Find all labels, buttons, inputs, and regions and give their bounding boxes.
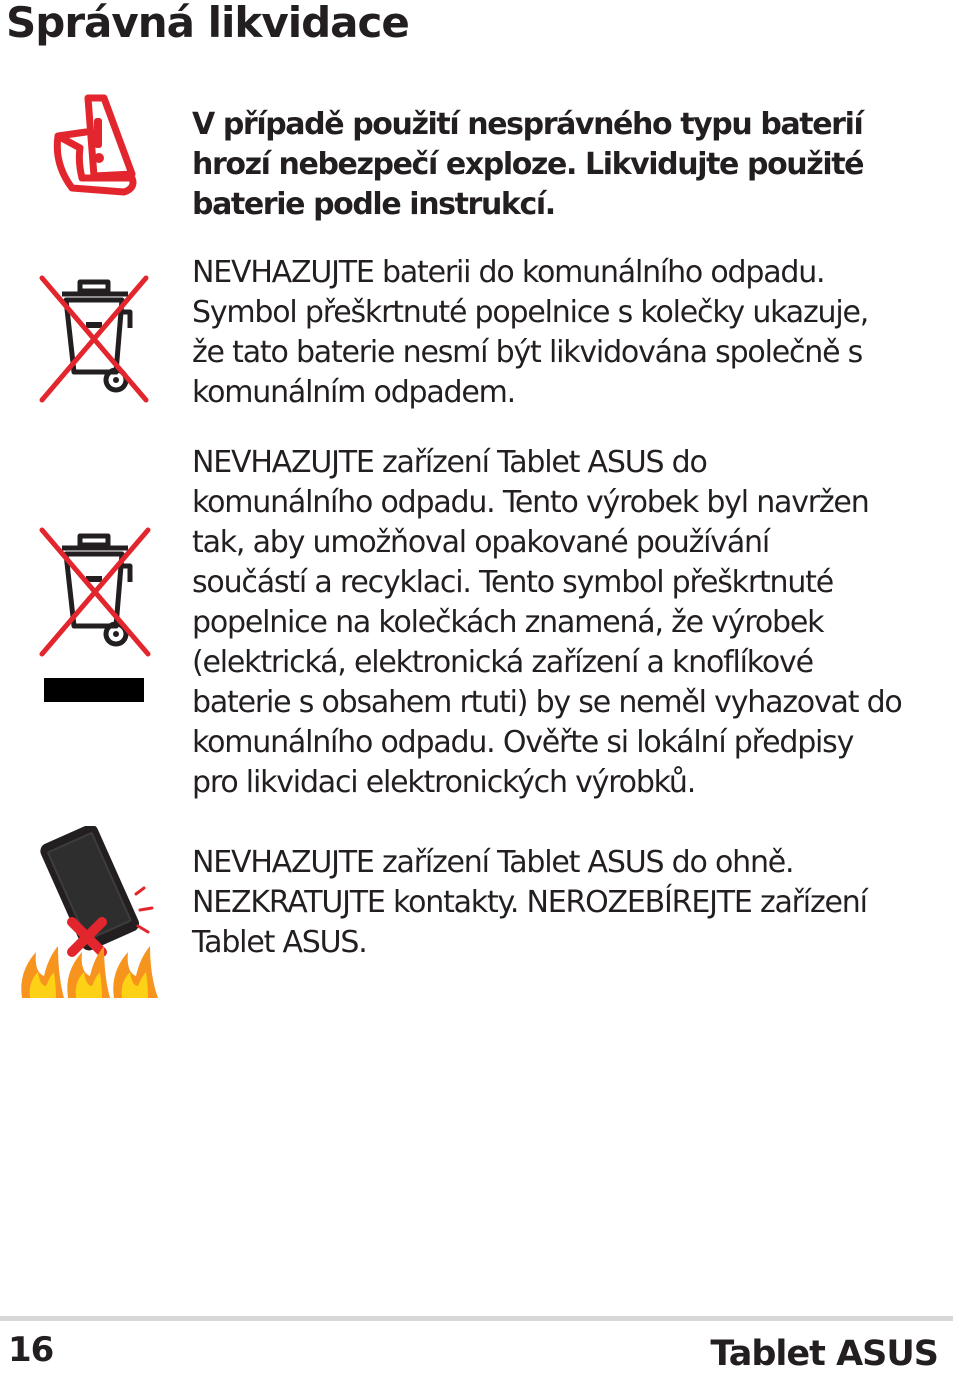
footer-product-name: Tablet ASUS bbox=[710, 1334, 938, 1374]
battery-explosion-warning: V případě použití nesprávného typu baterií hrozí nebezpečí exploze. Likvidujte použité baterie podle instrukcí. bbox=[192, 107, 864, 222]
warning-hand-icon bbox=[48, 92, 142, 198]
battery-disposal-text: NEVHAZUJTE baterii do komunálního odpadu. Symbol přeškrtnuté popelnice s kolečky ukazuje, že tato baterie nesmí být likvidována společně s komunálním odpadem. bbox=[192, 255, 869, 410]
fire-warning-text: NEVHAZUJTE zařízení Tablet ASUS do ohně. NEZKRATUJTE kontakty. NEROZEBÍREJTE zařízení Tablet ASUS. bbox=[192, 845, 867, 960]
page-title: Správná likvidace bbox=[6, 0, 409, 47]
no-tablet-in-fire-icon bbox=[18, 826, 168, 1002]
crossed-out-wheelie-bin-with-bar-icon bbox=[36, 522, 152, 710]
tablet-disposal-text: NEVHAZUJTE zařízení Tablet ASUS do komunálního odpadu. Tento výrobek byl navržen tak, aby umožňoval opakované používání součástí a recyklaci. Tento symbol přeškrtnuté popelnice na kolečkách znamená, že výrobek (elektrická, elektronická zařízení a knoflíkové baterie s obsahem rtuti) by se neměl vyhazovat do komunálního odpadu. Ověřte si lokální předpisy pro likvidaci elektronických výrobků. bbox=[192, 445, 902, 800]
page-number: 16 bbox=[8, 1330, 54, 1370]
footer-divider bbox=[0, 1316, 953, 1321]
crossed-out-wheelie-bin-icon bbox=[36, 272, 152, 406]
